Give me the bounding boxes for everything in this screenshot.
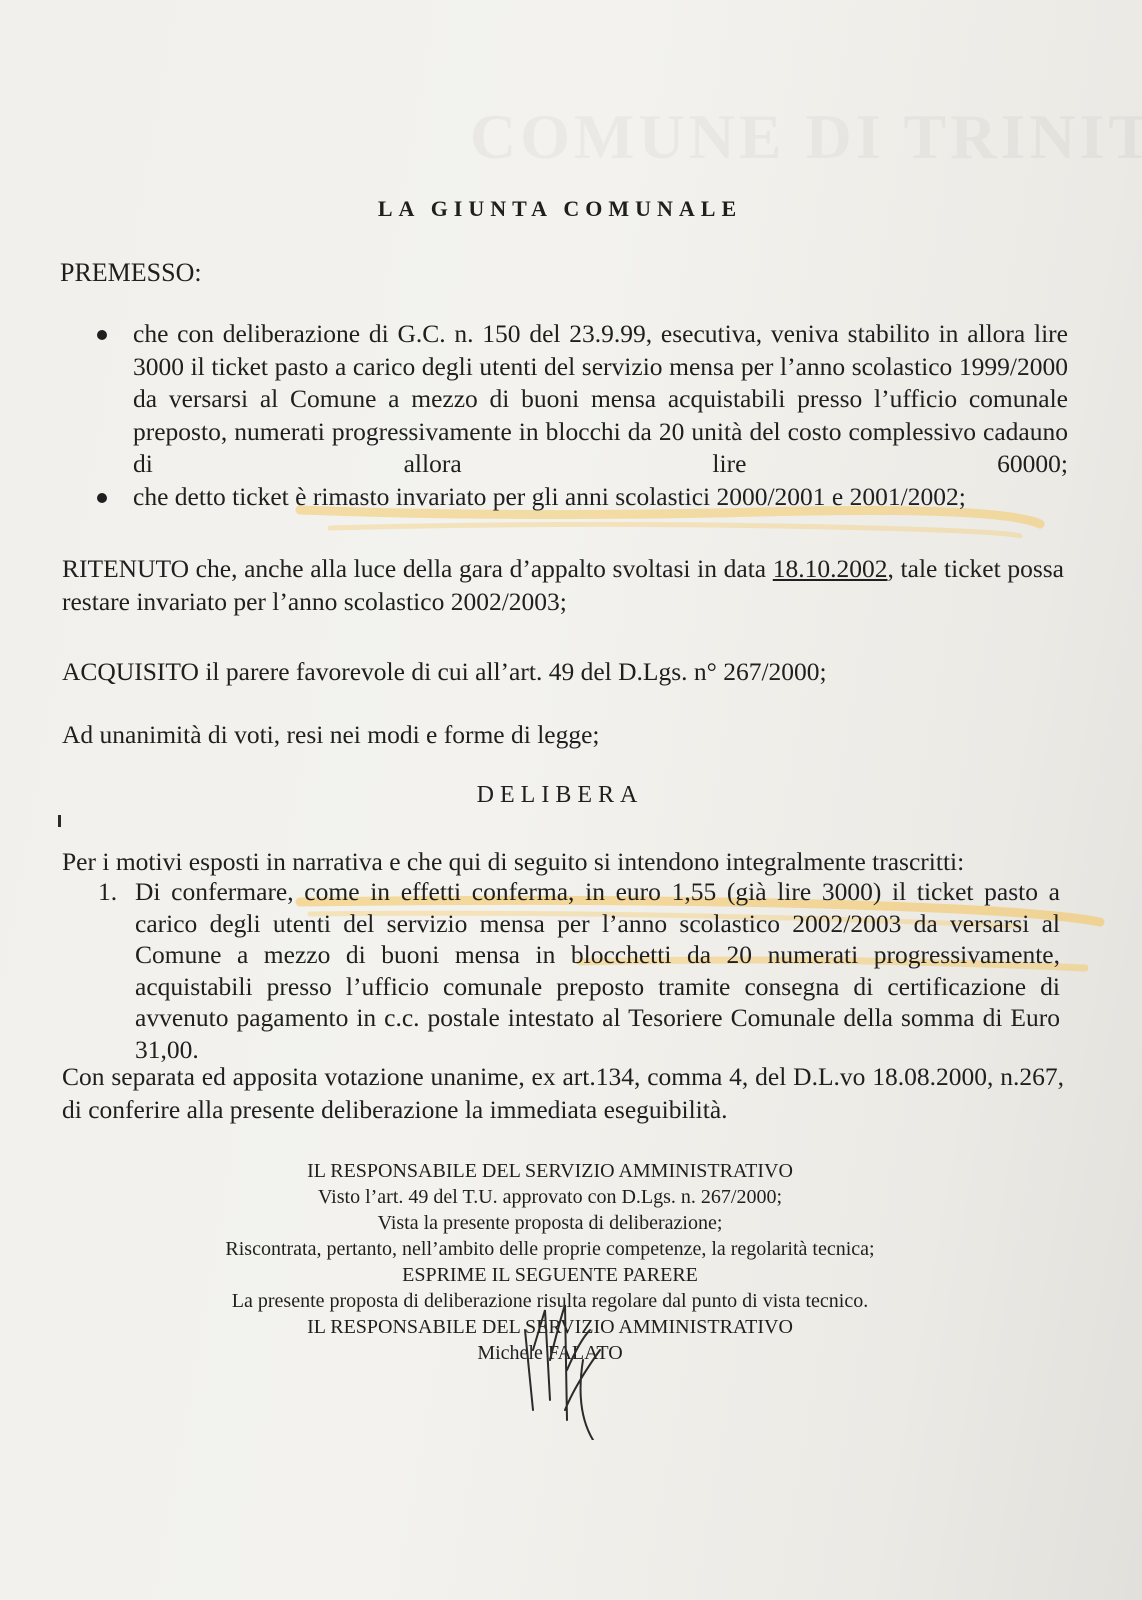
handwritten-signature-icon xyxy=(505,1290,625,1440)
parere-line: Visto l’art. 49 del T.U. approvato con D.Lgs. n. 267/2000; xyxy=(317,1186,783,1208)
premesso-item-text: che con deliberazione di G.C. n. 150 del 23.9.99, esecutiva, veniva stabilito in allora lire 3000 il ticket pasto a carico degli utenti del servizio mensa per l’anno scolastico 1999/2000 da versarsi al Comune a mezzo di buoni mensa acquistabili presso l’ufficio comunale preposto, numerati progressivamente in blocchi da 20 unità del costo complessivo cadauno di allora lire 60000; xyxy=(133,319,1068,478)
bullet-dot-icon xyxy=(97,330,107,340)
parere-line: IL RESPONSABILE DEL SERVIZIO AMMINISTRATIVO xyxy=(307,1316,793,1338)
delibera-item-text: Di confermare, come in effetti conferma, in euro 1,55 (già lire 3000) il ticket pasto a carico degli utenti del servizio mensa per l’anno scolastico 2002/2003 da versarsi al Comune a mezzo di buoni mensa in blocchetti da 20 numerati progressivamente, acquistabili presso l’ufficio comunale preposto tramite consegna di certificazione di avvenuto pagamento in c.c. postale intestato al Tesoriere Comunale della somma di Euro 31,00. xyxy=(135,877,1060,1064)
premesso-item xyxy=(133,318,1068,481)
pen-mark xyxy=(58,815,61,827)
parere-line: ESPRIME IL SEGUENTE PARERE xyxy=(402,1264,698,1286)
signatory-name: Michele FALATO xyxy=(477,1342,623,1364)
delibera-heading: DELIBERA xyxy=(476,782,644,808)
parere-line: Riscontrata, pertanto, nell’ambito delle proprie competenze, la regolarità tecnica; xyxy=(225,1238,875,1260)
premesso-item xyxy=(133,481,1068,514)
ritenuto-text-end: , tale ticket possa restare invariato per l’anno scolastico 2002/2003; xyxy=(62,554,1064,616)
delibera-list xyxy=(98,876,1060,1065)
premesso-heading: PREMESSO: xyxy=(60,258,202,287)
page-title: LA GIUNTA COMUNALE xyxy=(377,196,743,221)
unanimita-paragraph: Ad unanimità di voti, resi nei modi e forme di legge; xyxy=(62,720,600,749)
parere-line: IL RESPONSABILE DEL SERVIZIO AMMINISTRATIVO xyxy=(307,1160,793,1182)
ritenuto-paragraph xyxy=(62,552,1064,618)
ritenuto-text: RITENUTO che, anche alla luce della gara d’appalto svoltasi in data xyxy=(62,554,773,583)
delibera-item-number: 1. xyxy=(98,877,118,906)
delibera-item xyxy=(98,876,1060,1065)
show-through-text xyxy=(470,100,1142,174)
acquisito-paragraph: ACQUISITO il parere favorevole di cui all’art. 49 del D.Lgs. n° 267/2000; xyxy=(62,657,827,686)
highlight-stroke-2 xyxy=(330,524,1020,536)
premesso-item-text: che detto ticket è rimasto invariato per gli anni scolastici 2000/2001 e 2001/2002; xyxy=(133,481,966,511)
parere-line: La presente proposta di deliberazione risulta regolare dal punto di vista tecnico. xyxy=(231,1290,869,1312)
parere-line: Vista la presente proposta di deliberazione; xyxy=(377,1212,723,1234)
separata-paragraph: Con separata ed apposita votazione unanime, ex art.134, comma 4, del D.L.vo 18.08.2000, n.267, di conferire alla presente deliberazione la immediata eseguibilità. xyxy=(62,1062,1064,1124)
ritenuto-date: 18.10.2002 xyxy=(772,554,888,583)
premesso-list xyxy=(133,318,1068,513)
bullet-dot-icon xyxy=(97,493,107,503)
motivi-paragraph: Per i motivi esposti in narrativa e che qui di seguito si intendono integralmente trascritti: xyxy=(62,847,965,876)
